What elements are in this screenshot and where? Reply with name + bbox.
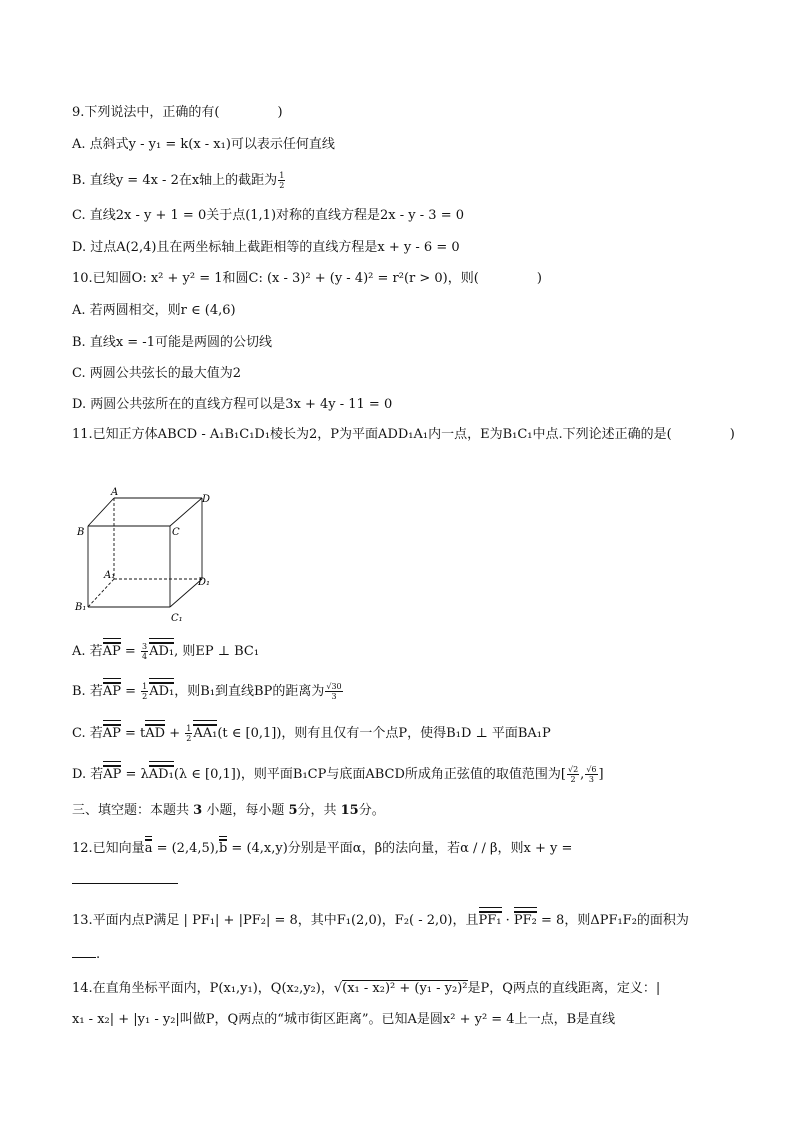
q9-option-d: D. 过点A(2,4)且在两坐标轴上截距相等的直线方程是x + y - 6 = 0 — [72, 240, 460, 255]
vertex-label-c1: C₁ — [171, 613, 183, 624]
q11-option-c: C. 若AP = tAD + $\frac{1}{2}$ AA₁(t ∈ [0,1])，则有且仅有一个点P，使得B₁D ⊥ 平面BA₁P — [72, 724, 551, 743]
q11-option-b: B. 若AP = $\frac{1}{2}$ AD₁，则B₁到直线BP的距离为 $\frac{√30}{3}$ — [72, 682, 342, 701]
q10-option-b: B. 直线x = -1可能是两圆的公切线 — [72, 335, 272, 350]
fraction: $\frac{√30}{3}$ — [326, 682, 342, 701]
vector: PF₂ — [513, 913, 537, 928]
q11-stem: 11.已知正方体ABCD - A₁B₁C₁D₁棱长为2，P为平面ADD₁A₁内一点，E为B₁C₁中点.下列论述正确的是( ) — [72, 427, 735, 442]
vector: AP — [102, 684, 121, 699]
vertex-label-b1: B₁ — [75, 602, 87, 613]
sqrt-body: (x₁ - x₂)² + (y₁ - y₂)² — [342, 981, 468, 996]
q10-option-c: C. 两圆公共弦长的最大值为2 — [72, 366, 242, 381]
vertex-label-d: D — [202, 494, 211, 505]
vector: AA₁ — [193, 726, 218, 741]
q13-answer-line: . — [72, 946, 100, 964]
section-heading: 三、填空题：本题共 3 小题，每小题 5分，共 15分。 — [72, 803, 385, 818]
vector: AP — [102, 644, 121, 659]
q11-option-a: A. 若AP = $\frac{3}{4}$ AD₁, 则EP ⊥ BC₁ — [72, 642, 260, 661]
q11-option-d: D. 若AP = λAD₁(λ ∈ [0,1])，则平面B₁CP与底面ABCD所成角正弦值的取值范围为[ $\frac{√2}{2}$ , $\frac{√6}{3}$ ] — [72, 765, 604, 784]
fraction: $\frac{1}{2}$ — [142, 682, 148, 701]
vector: AD — [145, 726, 166, 741]
q14-line-1: 14.在直角坐标平面内，P(x₁,y₁)，Q(x₂,y₂)，√(x₁ - x₂)² + (y₁ - y₂)²是P，Q两点的直线距离，定义：| — [72, 981, 661, 996]
answer-blank — [72, 883, 178, 884]
q9-stem: 9.下列说法中，正确的有( ) — [72, 105, 283, 120]
vertex-label-a: A — [111, 487, 119, 498]
q14-line-2: x₁ - x₂| + |y₁ - y₂|叫做P，Q两点的“城市街区距离”。已知A是圆x² + y² = 4上一点，B是直线 — [72, 1012, 616, 1027]
q10-stem: 10.已知圆O: x² + y² = 1和圆C: (x - 3)² + (y - 4)² = r²(r > 0)，则( ) — [72, 271, 542, 286]
vertex-label-a1: A₁ — [104, 570, 116, 581]
q10-option-d: D. 两圆公共弦所在的直线方程可以是3x + 4y - 11 = 0 — [72, 397, 393, 412]
fraction: $\frac{1}{2}$ — [279, 171, 285, 190]
q9-option-c: C. 直线2x - y + 1 = 0关于点(1,1)对称的直线方程是2x - y - 3 = 0 — [72, 208, 464, 223]
q12-stem: 12.已知向量a = (2,4,5),b = (4,x,y)分别是平面α，β的法向量，若α / / β，则x + y = — [72, 841, 573, 856]
q9-option-a: A. 点斜式y - y₁ = k(x - x₁)可以表示任何直线 — [72, 137, 335, 152]
cube-figure — [74, 486, 224, 626]
vector: PF₁ — [478, 913, 502, 928]
vector: AD₁ — [148, 767, 174, 782]
vector: AP — [102, 726, 121, 741]
q10-option-a: A. 若两圆相交，则r ∈ (4,6) — [72, 303, 236, 318]
vertex-label-b: B — [77, 527, 85, 538]
vector: AD₁ — [149, 684, 175, 699]
fraction: $\frac{3}{4}$ — [141, 642, 148, 661]
fraction: $\frac{√6}{3}$ — [586, 765, 597, 784]
q9-option-b: B. 直线y = 4x - 2在x轴上的截距为 $\frac{1}{2}$ — [72, 171, 285, 190]
vector: a — [144, 841, 153, 856]
answer-blank — [72, 957, 96, 958]
vertex-label-d1: D₁ — [198, 577, 211, 588]
q13-stem: 13.平面内点P满足 | PF₁| + |PF₂| = 8，其中F₁(2,0)，F₂( - 2,0)，且PF₁ · PF₂ = 8，则ΔPF₁F₂的面积为 — [72, 913, 689, 928]
vector: b — [218, 841, 228, 856]
fraction: $\frac{√2}{2}$ — [567, 765, 579, 784]
vector: AD₁ — [149, 644, 175, 659]
vertex-label-c: C — [172, 527, 180, 538]
sqrt-sign: √ — [333, 981, 343, 996]
fraction: $\frac{1}{2}$ — [186, 724, 192, 743]
vector: AP — [103, 767, 122, 782]
